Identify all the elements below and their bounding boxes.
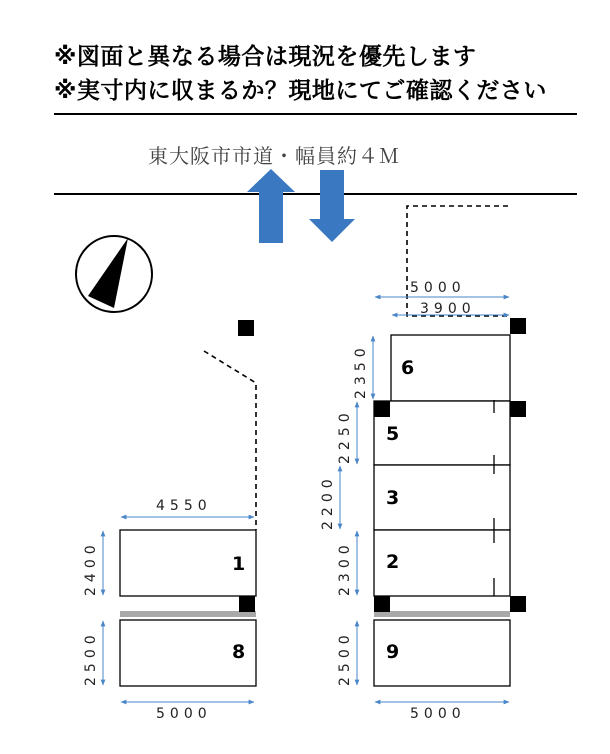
post-marker [510, 401, 526, 417]
space-number-8: 8 [232, 641, 246, 663]
divider-strip [120, 611, 256, 617]
north-arrow-icon [76, 236, 152, 312]
space-number-1: 1 [232, 553, 246, 575]
dimension-label: 2200 [320, 474, 336, 530]
dimension-label: 2250 [337, 408, 353, 464]
arrow-up-icon [247, 169, 295, 243]
boundary-dashed-right [407, 206, 508, 316]
dimension-label: 5000 [410, 706, 466, 722]
dimension-label: 2350 [353, 343, 369, 399]
post-marker [374, 401, 390, 417]
post-marker [238, 320, 254, 336]
space-number-3: 3 [386, 487, 400, 509]
road-label: 東大阪市市道・幅員約４Ｍ [148, 144, 400, 168]
post-marker [374, 596, 390, 612]
dimension-label: 5000 [156, 706, 212, 722]
dimension-label: 3900 [420, 301, 476, 317]
post-marker [510, 596, 526, 612]
post-marker [239, 596, 255, 612]
note-prioritize-site: ※図面と異なる場合は現況を優先します [54, 44, 477, 70]
space-number-6: 6 [401, 357, 415, 379]
dimension-label: 2300 [337, 540, 353, 596]
arrow-down-icon [309, 170, 355, 242]
space-number-2: 2 [386, 551, 400, 573]
dimension-label: 2500 [337, 630, 353, 686]
dimension-label: 5000 [410, 280, 466, 296]
dimension-label: 2500 [83, 630, 99, 686]
space-number-9: 9 [386, 641, 400, 663]
divider-strip [374, 611, 510, 617]
post-marker [510, 318, 526, 334]
dimension-label: 4550 [156, 498, 212, 514]
boundary-dashed-left [204, 351, 256, 530]
dimension-label: 2400 [83, 540, 99, 596]
note-confirm-on-site: ※実寸内に収まるか？現地にてご確認ください [54, 78, 547, 104]
space-number-5: 5 [386, 423, 400, 445]
